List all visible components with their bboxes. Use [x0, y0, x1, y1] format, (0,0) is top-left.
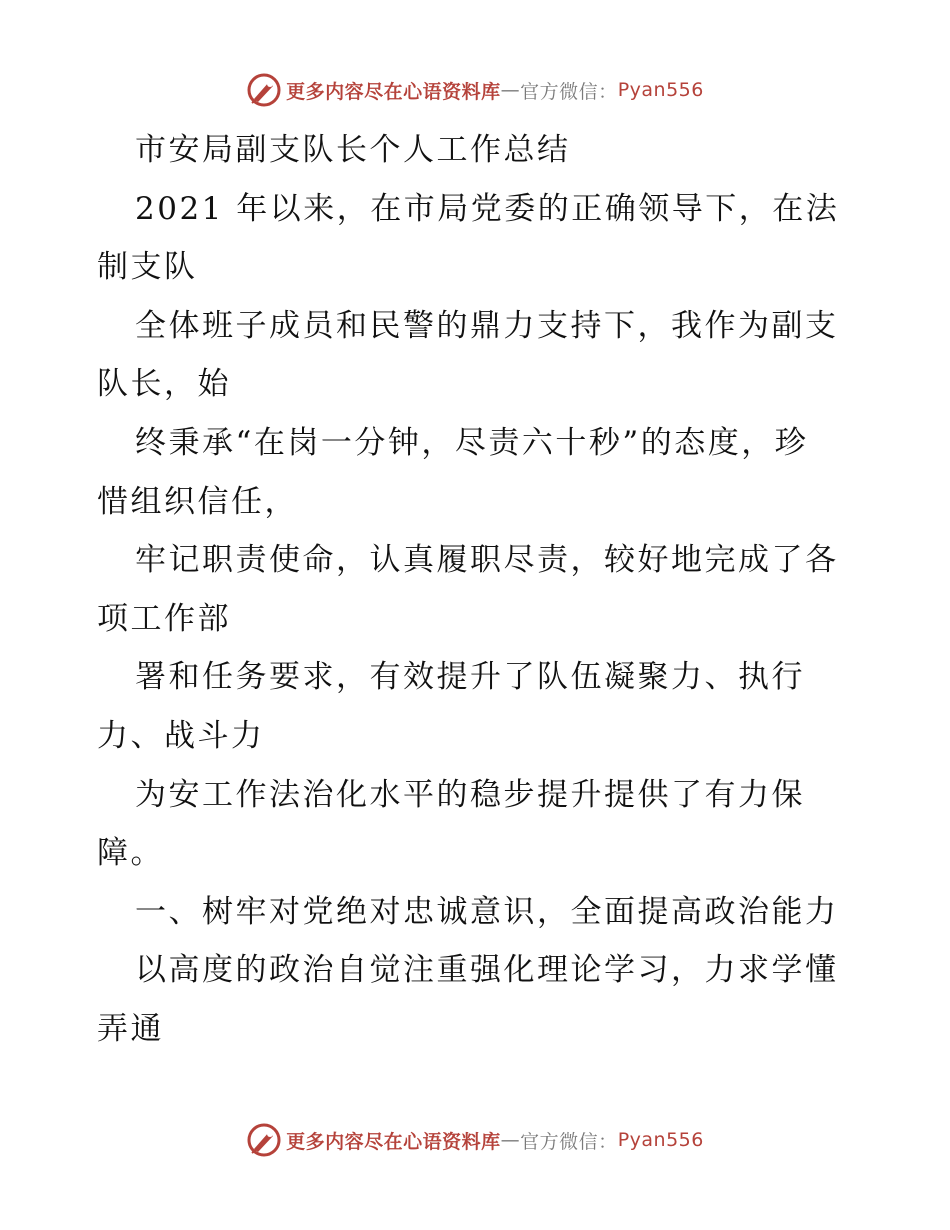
- text-line: 弄通: [97, 1010, 164, 1047]
- banner-wechat-id: Pyan556: [617, 1129, 704, 1151]
- text-line: 署和任务要求，有效提升了队伍凝聚力、执行: [135, 659, 805, 696]
- banner-separator: —: [500, 1129, 521, 1151]
- banner-text: 更多内容尽在心语资料库: [286, 80, 501, 103]
- text-line: 以高度的政治自觉注重强化理论学习，力求学懂: [135, 952, 839, 989]
- header-banner: [0, 70, 950, 110]
- pen-logo-icon: [246, 72, 282, 108]
- text-line: 牢记职责使命，认真履职尽责，较好地完成了各: [135, 542, 839, 579]
- text-line: 终秉承“在岗一分钟，尽责六十秒”的态度，珍: [135, 424, 809, 461]
- text-line: 全体班子成员和民警的鼎力支持下，我作为副支: [135, 307, 839, 344]
- document-body: [97, 121, 857, 1059]
- text-line: 为安工作法治化水平的稳步提升提供了有力保: [135, 776, 805, 813]
- banner-separator: —: [500, 79, 521, 101]
- banner-label: 官方微信：: [520, 80, 618, 103]
- text-line: 一、树牢对党绝对忠诚意识，全面提高政治能力: [135, 893, 839, 930]
- text-line: 障。: [97, 835, 164, 872]
- text-line: 惜组织信任，: [97, 483, 298, 520]
- banner-label: 官方微信：: [520, 1130, 618, 1153]
- footer-banner: [0, 1120, 950, 1160]
- text-line: 力、战斗力: [97, 717, 265, 754]
- banner-wechat-id: Pyan556: [617, 79, 704, 101]
- text-line: 2021 年以来，在市局党委的正确领导下，在法: [135, 190, 840, 227]
- text-line: 队长，始: [97, 366, 231, 403]
- document-title: 市安局副支队长个人工作总结: [135, 132, 571, 168]
- text-line: 项工作部: [97, 600, 231, 637]
- pen-logo-icon: [246, 1122, 282, 1158]
- text-line: 制支队: [97, 249, 198, 286]
- banner-text: 更多内容尽在心语资料库: [286, 1130, 501, 1153]
